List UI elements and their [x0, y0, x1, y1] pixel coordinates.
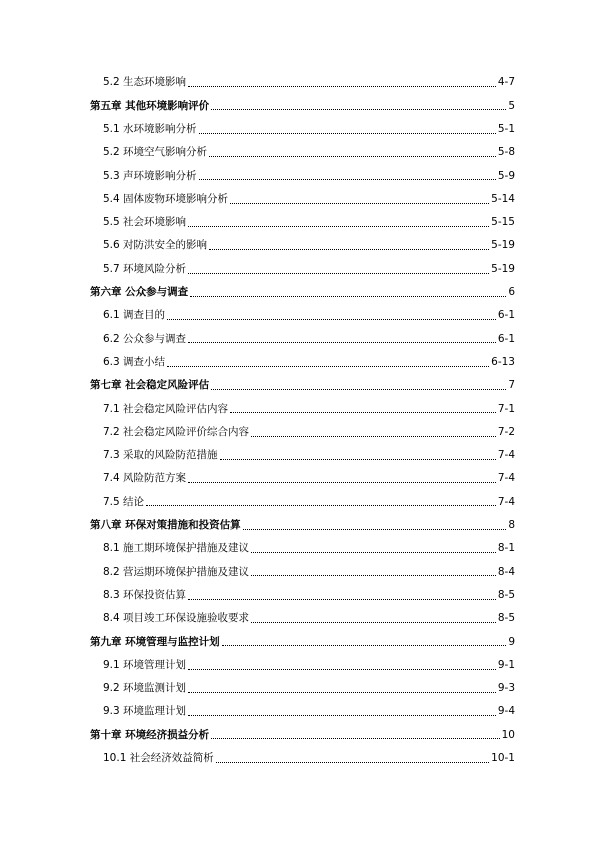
dot-leader [211, 109, 506, 110]
toc-section-entry[interactable] [103, 420, 515, 443]
toc-section-entry[interactable] [103, 304, 515, 327]
dot-leader [188, 342, 496, 343]
toc-entry-page-number: 6 [508, 286, 515, 299]
toc-entry-label: 7.2 社会稳定风险评价综合内容 [103, 425, 250, 438]
toc-section-entry[interactable] [103, 584, 515, 607]
toc-section-entry[interactable] [103, 560, 515, 583]
toc-section-entry[interactable] [103, 677, 515, 700]
toc-entry-page-number: 7-2 [497, 425, 515, 438]
toc-entry-page-number: 7-4 [497, 449, 515, 462]
toc-section-entry[interactable] [103, 164, 515, 187]
table-of-contents [0, 71, 595, 770]
toc-entry-label: 8.3 环保投资估算 [103, 588, 187, 601]
toc-entry-label: 10.1 社会经济效益简析 [103, 752, 214, 764]
toc-entry-label: 5.5 社会环境影响 [103, 216, 187, 229]
toc-section-entry[interactable] [103, 747, 515, 770]
toc-section-entry[interactable] [103, 187, 515, 210]
dot-leader [188, 599, 496, 600]
toc-entry-page-number: 9-4 [497, 705, 515, 718]
toc-entry-label: 6.1 调查目的 [103, 309, 166, 322]
toc-entry-page-number: 4-7 [497, 76, 515, 89]
dot-leader [220, 459, 496, 460]
dot-leader [216, 762, 489, 763]
toc-entry-page-number: 8 [508, 519, 515, 532]
toc-entry-label: 第五章 其他环境影响评价 [90, 99, 210, 112]
toc-entry-page-number: 8-5 [497, 588, 515, 601]
toc-entry-label: 6.2 公众参与调查 [103, 332, 187, 345]
toc-entry-label: 第八章 环保对策措施和投资估算 [90, 519, 241, 532]
toc-entry-page-number: 5-19 [491, 239, 515, 252]
toc-entry-page-number: 6-1 [497, 332, 515, 345]
toc-entry-label: 7.3 采取的风险防范措施 [103, 449, 218, 462]
toc-entry-label: 5.1 水环境影响分析 [103, 122, 197, 135]
toc-section-entry[interactable] [103, 141, 515, 164]
toc-entry-label: 7.4 风险防范方案 [103, 472, 187, 485]
dot-leader [188, 692, 496, 693]
toc-section-entry[interactable] [103, 607, 515, 630]
toc-chapter-entry[interactable] [90, 514, 515, 537]
toc-entry-label: 第九章 环境管理与监控计划 [90, 635, 220, 648]
dot-leader [251, 622, 496, 623]
toc-section-entry[interactable] [103, 118, 515, 141]
dot-leader [251, 575, 496, 576]
dot-leader [167, 319, 496, 320]
toc-chapter-entry[interactable] [90, 281, 515, 304]
dot-leader [251, 552, 496, 553]
toc-entry-label: 9.3 环境监理计划 [103, 705, 187, 718]
toc-entry-page-number: 7 [508, 379, 515, 392]
toc-entry-label: 第十章 环境经济损益分析 [90, 728, 210, 741]
toc-entry-page-number: 10 [501, 728, 515, 741]
toc-entry-label: 8.2 营运期环境保护措施及建议 [103, 565, 250, 578]
toc-section-entry[interactable] [103, 490, 515, 513]
dot-leader [222, 645, 507, 646]
toc-entry-page-number: 5-9 [497, 169, 515, 182]
toc-section-entry[interactable] [103, 467, 515, 490]
dot-leader [188, 482, 496, 483]
toc-entry-label: 9.2 环境监测计划 [103, 682, 187, 695]
toc-section-entry[interactable] [103, 537, 515, 560]
dot-leader [188, 669, 496, 670]
dot-leader [199, 133, 496, 134]
toc-entry-page-number: 5-15 [491, 216, 515, 229]
dot-leader [167, 366, 489, 367]
toc-chapter-entry[interactable] [90, 374, 515, 397]
dot-leader [188, 715, 496, 716]
toc-entry-page-number: 9-1 [497, 658, 515, 671]
toc-entry-page-number: 8-4 [497, 565, 515, 578]
toc-entry-page-number: 5-19 [491, 262, 515, 275]
toc-section-entry[interactable] [103, 444, 515, 467]
toc-entry-label: 7.5 结论 [103, 495, 145, 508]
dot-leader [243, 529, 507, 530]
toc-entry-page-number: 10-1 [491, 752, 515, 764]
toc-section-entry[interactable] [103, 327, 515, 350]
toc-entry-label: 7.1 社会稳定风险评估内容 [103, 402, 229, 415]
dot-leader [211, 389, 506, 390]
toc-entry-page-number: 8-5 [497, 612, 515, 625]
toc-entry-label: 第六章 公众参与调查 [90, 286, 189, 299]
toc-chapter-entry[interactable] [90, 723, 515, 746]
toc-section-entry[interactable] [103, 397, 515, 420]
toc-entry-label: 8.4 项目竣工环保设施验收要求 [103, 612, 250, 625]
toc-entry-label: 5.4 固体废物环境影响分析 [103, 192, 229, 205]
dot-leader [199, 179, 496, 180]
toc-entry-label: 9.1 环境管理计划 [103, 658, 187, 671]
dot-leader [230, 203, 489, 204]
toc-entry-label: 5.3 声环境影响分析 [103, 169, 197, 182]
toc-entry-page-number: 7-1 [497, 402, 515, 415]
toc-entry-label: 5.2 生态环境影响 [103, 76, 187, 89]
dot-leader [188, 86, 496, 87]
dot-leader [211, 738, 499, 739]
toc-entry-label: 5.2 环境空气影响分析 [103, 146, 208, 159]
dot-leader [146, 505, 496, 506]
toc-entry-label: 第七章 社会稳定风险评估 [90, 379, 210, 392]
toc-entry-label: 8.1 施工期环境保护措施及建议 [103, 542, 250, 555]
dot-leader [209, 249, 489, 250]
toc-entry-label: 6.3 调查小结 [103, 355, 166, 368]
toc-section-entry[interactable] [103, 234, 515, 257]
toc-section-entry[interactable] [103, 211, 515, 234]
toc-entry-page-number: 5 [508, 99, 515, 112]
toc-entry-page-number: 6-1 [497, 309, 515, 322]
dot-leader [230, 412, 496, 413]
toc-section-entry[interactable] [103, 351, 515, 374]
toc-entry-page-number: 7-4 [497, 495, 515, 508]
dot-leader [188, 226, 489, 227]
toc-entry-page-number: 8-1 [497, 542, 515, 555]
toc-chapter-entry[interactable] [90, 630, 515, 653]
toc-entry-page-number: 7-4 [497, 472, 515, 485]
toc-chapter-entry[interactable] [90, 94, 515, 117]
toc-entry-page-number: 5-1 [497, 122, 515, 135]
dot-leader [251, 436, 496, 437]
toc-section-entry[interactable] [103, 653, 515, 676]
dot-leader [188, 273, 489, 274]
toc-entry-label: 5.7 环境风险分析 [103, 262, 187, 275]
toc-entry-label: 5.6 对防洪安全的影响 [103, 239, 208, 252]
dot-leader [209, 156, 496, 157]
toc-entry-page-number: 5-14 [491, 192, 515, 205]
toc-entry-page-number: 9 [508, 635, 515, 648]
toc-section-entry[interactable] [103, 257, 515, 280]
toc-entry-page-number: 6-13 [491, 355, 515, 368]
toc-section-entry[interactable] [103, 71, 515, 94]
toc-entry-page-number: 9-3 [497, 682, 515, 695]
dot-leader [190, 296, 506, 297]
toc-entry-page-number: 5-8 [497, 146, 515, 159]
toc-section-entry[interactable] [103, 700, 515, 723]
